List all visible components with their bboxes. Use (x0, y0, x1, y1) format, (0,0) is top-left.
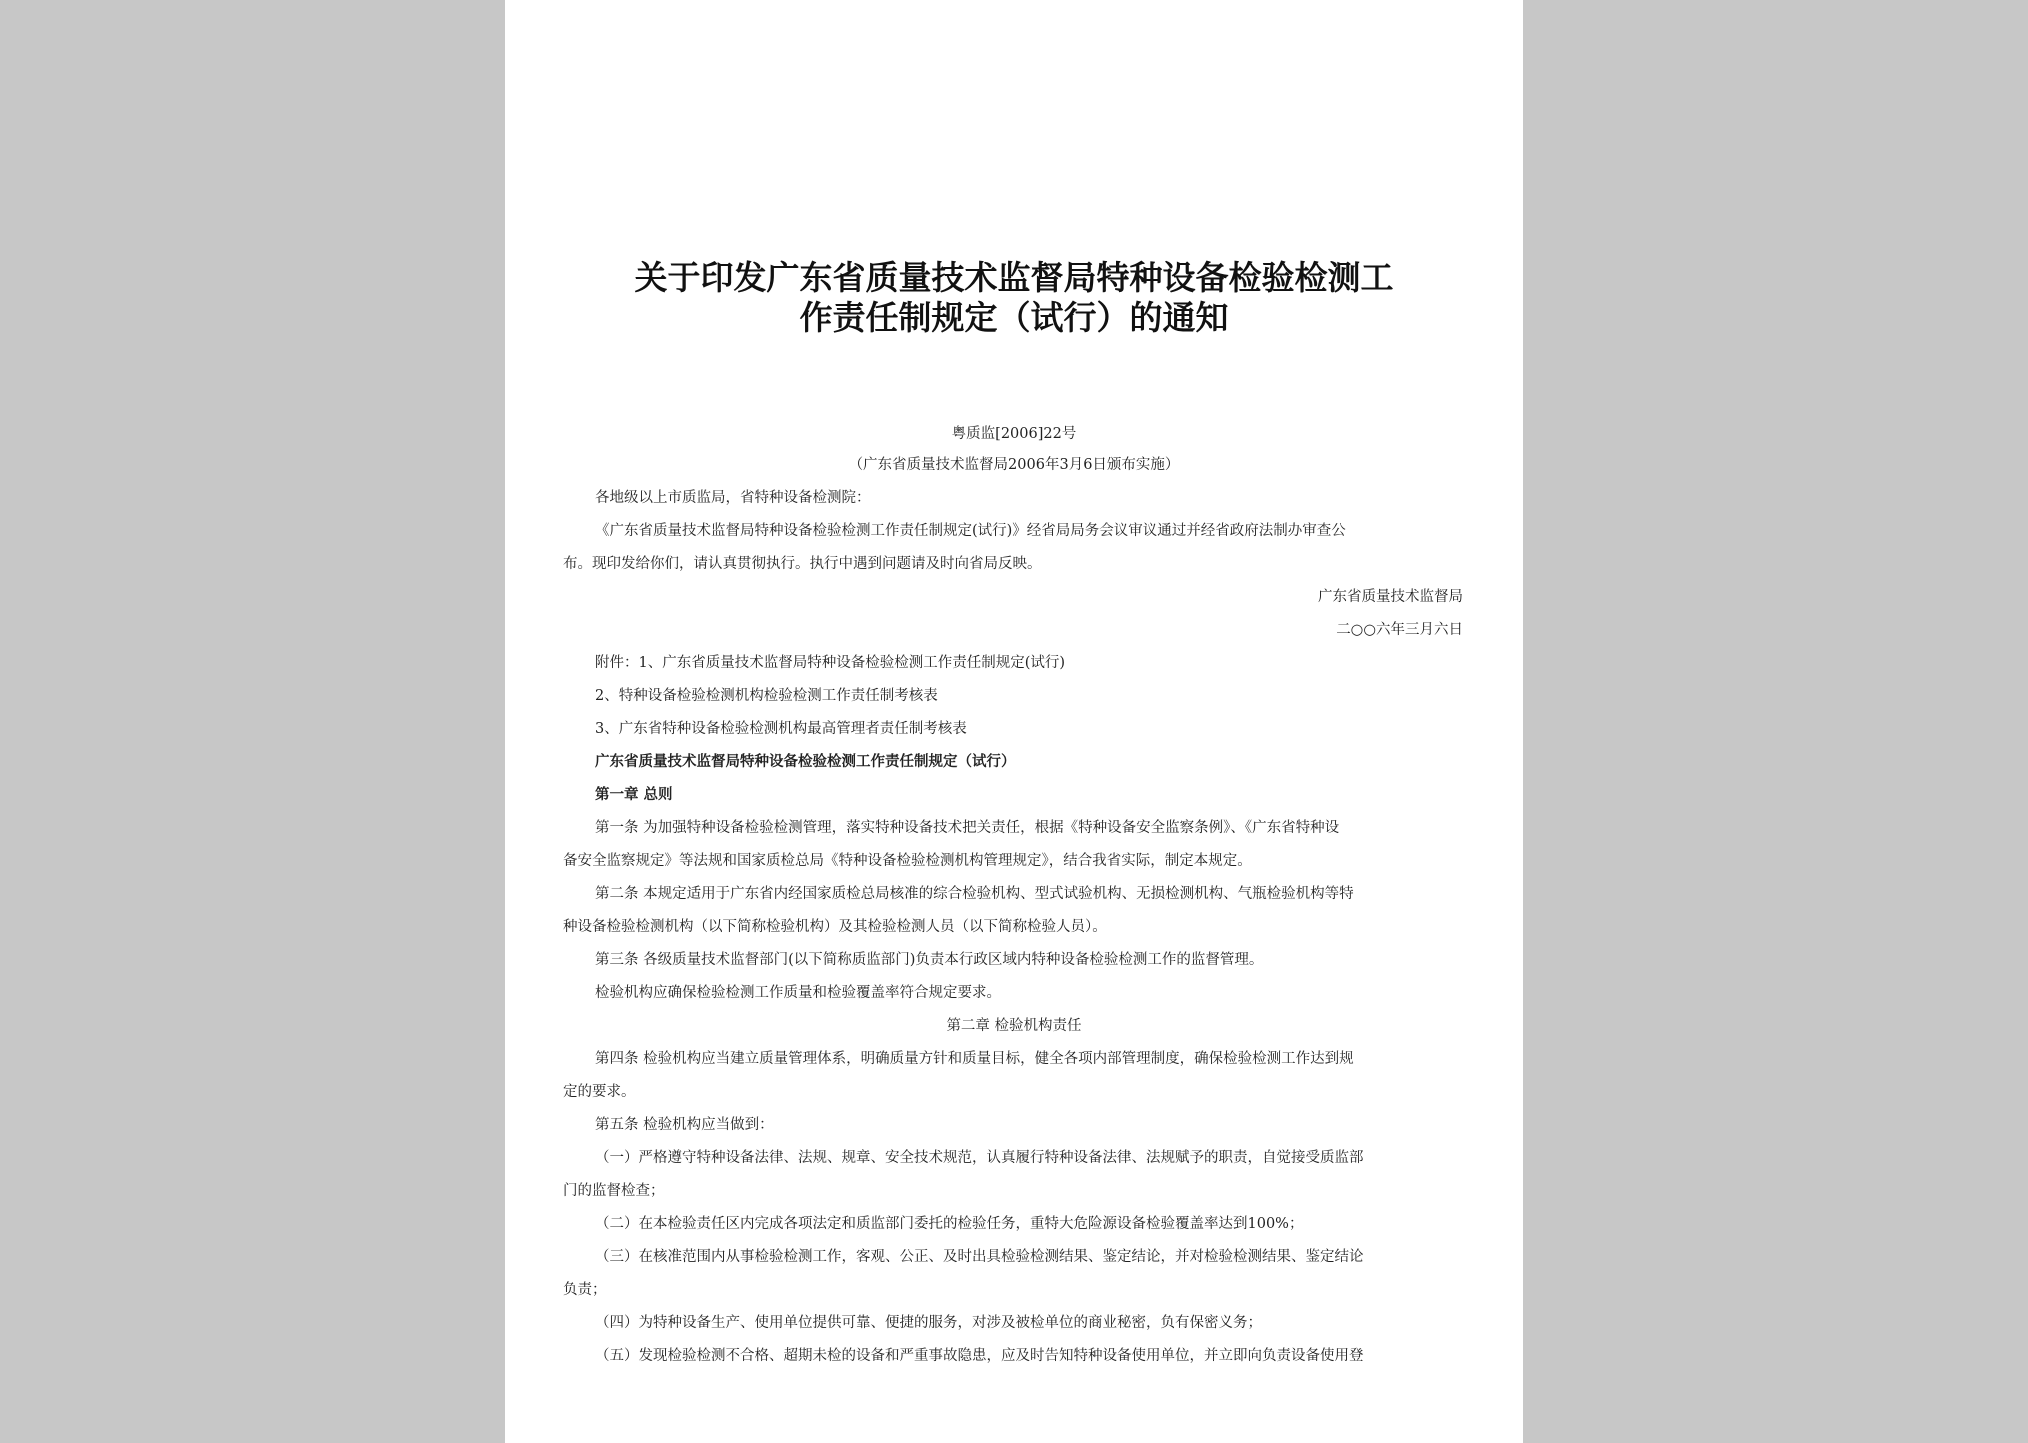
item-1-line-2: 门的监督检查； (563, 1183, 665, 1199)
regulation-title: 广东省质量技术监督局特种设备检验检测工作责任制规定（试行） (595, 754, 1016, 770)
document-title (505, 258, 1523, 338)
item-1-line-1: （一）严格遵守特种设备法律、法规、规章、安全技术规范，认真履行特种设备法律、法规赋予的职责，自觉接受质监部 (595, 1150, 1364, 1166)
signature-date: 二○○六年三月六日 (1336, 622, 1463, 638)
article-1-line-2: 备安全监察规定》等法规和国家质检总局《特种设备检验检测机构管理规定》，结合我省实际，制定本规定。 (563, 853, 1252, 869)
title-line-2: 作责任制规定（试行）的通知 (799, 298, 1229, 337)
item-5: （五）发现检验检测不合格、超期未检的设备和严重事故隐患，应及时告知特种设备使用单位，并立即向负责设备使用登 (595, 1348, 1364, 1364)
salutation: 各地级以上市质监局，省特种设备检测院： (595, 490, 871, 506)
title-line-1: 关于印发广东省质量技术监督局特种设备检验检测工 (634, 258, 1394, 297)
document-page (505, 0, 1523, 1443)
attachment-1: 附件：1、广东省质量技术监督局特种设备检验检测工作责任制规定(试行) (595, 655, 1066, 671)
article-1-line-1: 第一条 为加强特种设备检验检测管理，落实特种设备技术把关责任，根据《特种设备安全监察条例》、《广东省特种设 (595, 820, 1340, 836)
item-3-line-2: 负责； (563, 1282, 607, 1298)
signature-org: 广东省质量技术监督局 (1318, 589, 1463, 605)
article-2-line-2: 种设备检验检测机构（以下简称检验机构）及其检验检测人员（以下简称检验人员）。 (563, 919, 1107, 935)
article-5: 第五条 检验机构应当做到： (595, 1117, 774, 1133)
chapter-2-heading: 第二章 检验机构责任 (946, 1018, 1082, 1034)
item-3-line-1: （三）在核准范围内从事检验检测工作，客观、公正、及时出具检验检测结果、鉴定结论，并对检验检测结果、鉴定结论 (595, 1249, 1364, 1265)
item-4: （四）为特种设备生产、使用单位提供可靠、便捷的服务，对涉及被检单位的商业秘密，负有保密义务； (595, 1315, 1262, 1331)
paragraph-1-line-2: 布。现印发给你们，请认真贯彻执行。执行中遇到问题请及时向省局反映。 (563, 556, 1042, 572)
issuance-note: （广东省质量技术监督局2006年3月6日颁布实施） (848, 457, 1180, 473)
article-3-line-2: 检验机构应确保检验检测工作质量和检验覆盖率符合规定要求。 (595, 985, 1001, 1001)
item-2: （二）在本检验责任区内完成各项法定和质监部门委托的检验任务，重特大危险源设备检验覆盖率达到100%； (595, 1216, 1304, 1232)
chapter-1-heading: 第一章 总则 (595, 787, 673, 803)
article-4-line-2: 定的要求。 (563, 1084, 636, 1100)
article-2-line-1: 第二条 本规定适用于广东省内经国家质检总局核准的综合检验机构、型式试验机构、无损检测机构、气瓶检验机构等特 (595, 886, 1354, 902)
paragraph-1-line-1: 《广东省质量技术监督局特种设备检验检测工作责任制规定(试行)》经省局局务会议审议通过并经省政府法制办审查公 (595, 523, 1346, 539)
attachment-2: 2、特种设备检验检测机构检验检测工作责任制考核表 (595, 688, 938, 704)
doc-number: 粤质监[2006]22号 (951, 426, 1077, 442)
article-3-line-1: 第三条 各级质量技术监督部门(以下简称质监部门)负责本行政区域内特种设备检验检测工作的监督管理。 (595, 952, 1264, 968)
attachment-3: 3、广东省特种设备检验检测机构最高管理者责任制考核表 (595, 721, 967, 737)
article-4-line-1: 第四条 检验机构应当建立质量管理体系，明确质量方针和质量目标，健全各项内部管理制度，确保检验检测工作达到规 (595, 1051, 1354, 1067)
